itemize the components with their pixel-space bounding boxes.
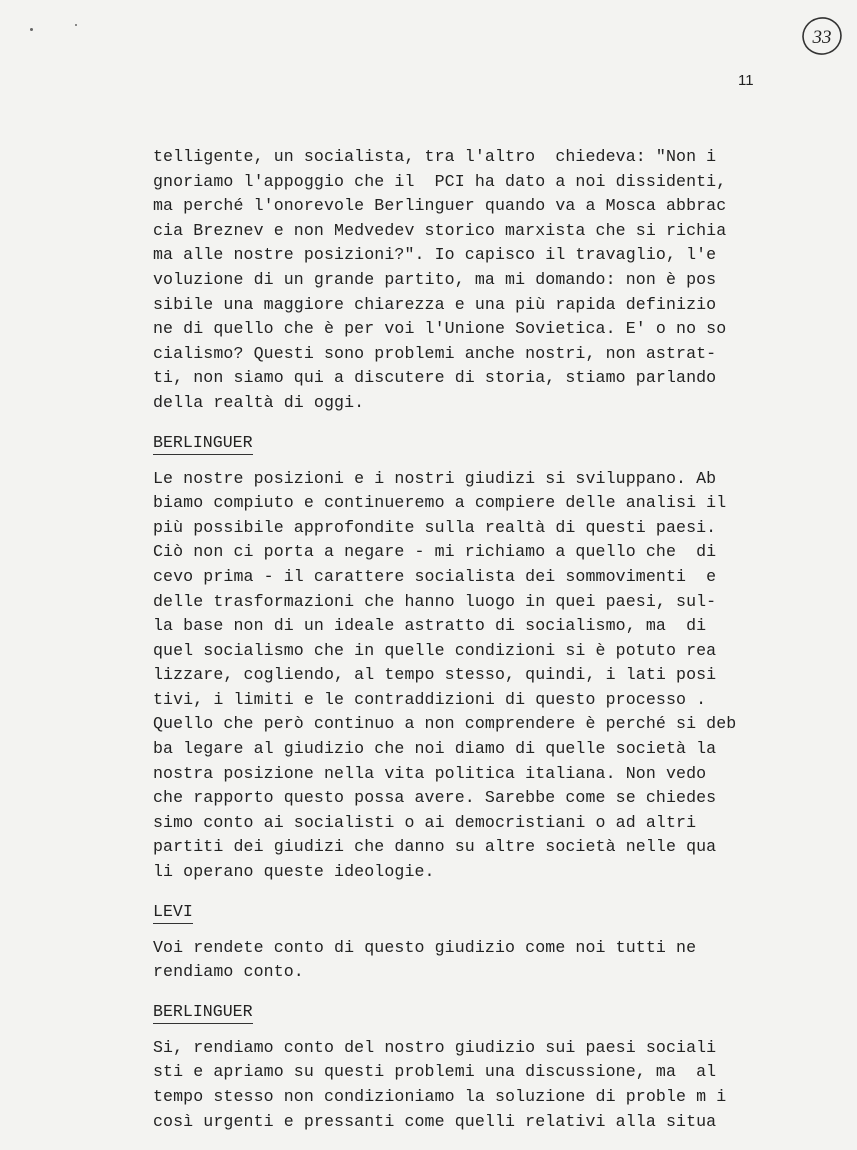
text-line: ti, non siamo qui a discutere di storia, stiamo parlando — [153, 368, 717, 388]
text-line: ma perché l'onorevole Berlinguer quando va a Mosca abbrac — [153, 196, 727, 216]
text-line: ma alle nostre posizioni?". Io capisco il travaglio, l'e — [153, 245, 717, 265]
stamp-number: 33 — [812, 27, 832, 48]
text-line: Ciò non ci porta a negare - mi richiamo a quello che di — [153, 542, 717, 562]
text-line: delle trasformazioni che hanno luogo in quei paesi, sul- — [153, 591, 717, 611]
text-line: tempo stesso non condizioniamo la soluzione di proble m i — [153, 1087, 727, 1106]
body-text — [153, 145, 773, 1150]
text-line: biamo compiuto e continueremo a compiere delle analisi il — [153, 493, 727, 513]
text-line: telligente, un socialista, tra l'altro chiedeva: "Non i — [153, 147, 717, 166]
paragraph — [153, 1001, 773, 1134]
speaker-label: LEVI — [153, 901, 193, 924]
paragraph — [153, 432, 773, 885]
text-line: tivi, i limiti e le contraddizioni di questo processo . — [153, 689, 707, 709]
speaker-label: BERLINGUER — [153, 432, 253, 455]
text-line: nostra posizione nella vita politica italiana. Non vedo — [153, 763, 707, 783]
text-line: lizzare, cogliendo, al tempo stesso, quindi, i lati posi — [153, 665, 717, 685]
text-line: cevo prima - il carattere socialista dei sommovimenti e — [153, 566, 717, 586]
text-line: voluzione di un grande partito, ma mi domando: non è pos — [153, 269, 717, 289]
ink-speck — [75, 24, 77, 26]
text-line: che rapporto questo possa avere. Sarebbe come se chiedes — [153, 788, 717, 808]
speaker-label: BERLINGUER — [153, 1001, 253, 1024]
text-line: Le nostre posizioni e i nostri giudizi si sviluppano. Ab — [153, 468, 717, 488]
text-line: ne di quello che è per voi l'Unione Sovietica. E' o no so — [153, 319, 727, 339]
text-line: sibile una maggiore chiarezza e una più rapida definizio — [153, 294, 717, 314]
text-line: li operano queste ideologie. — [153, 862, 435, 882]
text-line: più possibile approfondite sulla realtà di questi paesi. — [153, 517, 717, 537]
text-line: cialismo? Questi sono problemi anche nostri, non astrat- — [153, 343, 717, 363]
ink-speck — [30, 28, 33, 31]
paragraph — [153, 901, 773, 985]
paragraph — [153, 145, 773, 416]
text-line: della realtà di oggi. — [153, 392, 365, 412]
text-line: rendiamo conto. — [153, 962, 304, 982]
text-line: così urgenti e pressanti come quelli relativi alla situa — [153, 1111, 717, 1131]
text-line: gnoriamo l'appoggio che il PCI ha dato a noi dissidenti, — [153, 171, 727, 191]
text-line: Si, rendiamo conto del nostro giudizio sui paesi sociali — [153, 1037, 717, 1057]
text-line: cia Breznev e non Medvedev storico marxista che si richia — [153, 220, 727, 240]
text-line: la base non di un ideale astratto di socialismo, ma di — [153, 616, 707, 636]
text-line: ba legare al giudizio che noi diamo di quelle società la — [153, 739, 717, 759]
page-stamp — [800, 14, 844, 58]
text-line: simo conto ai socialisti o ai democristiani o ad altri — [153, 812, 697, 832]
text-line: partiti dei giudizi che danno su altre società nelle qua — [153, 837, 717, 857]
text-line: Quello che però continuo a non comprendere è perché si deb — [153, 714, 737, 734]
page-number: 11 — [738, 72, 754, 89]
text-line: Voi rendete conto di questo giudizio come noi tutti ne — [153, 937, 697, 957]
text-line: sti e apriamo su questi problemi una discussione, ma al — [153, 1062, 717, 1082]
text-line: quel socialismo che in quelle condizioni si è potuto rea — [153, 640, 717, 660]
